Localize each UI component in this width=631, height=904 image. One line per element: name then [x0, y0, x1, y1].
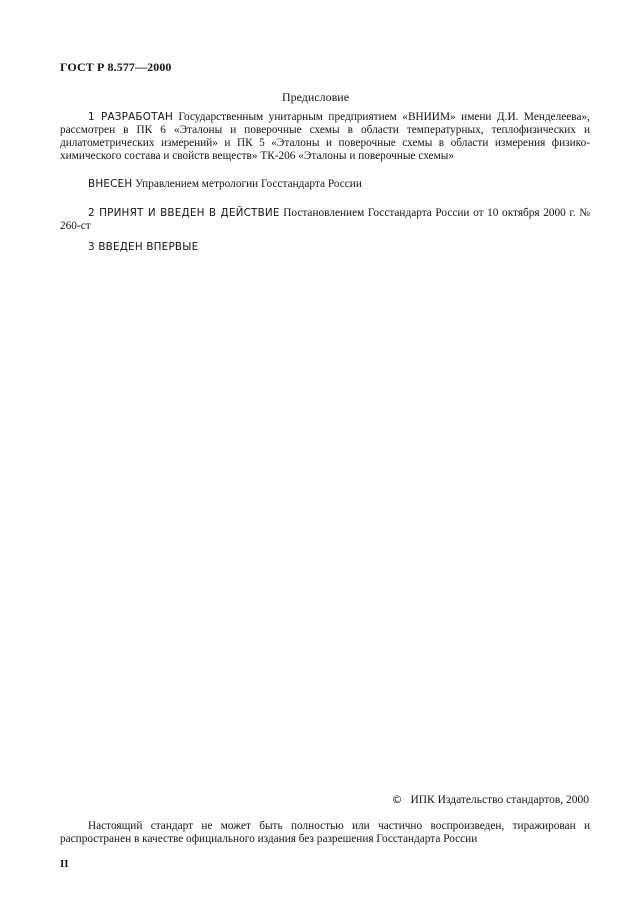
paragraph-developed-label: 1 РАЗРАБОТАН — [88, 111, 173, 123]
copyright-line — [391, 793, 589, 806]
standard-code: ГОСТ Р 8.577—2000 — [60, 60, 172, 74]
copyright-icon: © — [391, 793, 403, 806]
paragraph-adopted — [60, 207, 590, 233]
paragraph-adopted-text: Постановлением Госстандарта России от 10 октября 2000 г. № 260-ст — [60, 207, 590, 232]
copyright-text: ИПК Издательство стандартов, 2000 — [410, 794, 589, 806]
paragraph-first-introduced-label: 3 ВВЕДЕН ВПЕРВЫЕ — [88, 241, 199, 253]
paragraph-introduced-label: ВНЕСЕН — [88, 178, 133, 190]
paragraph-adopted-label: 2 ПРИНЯТ И ВВЕДЕН В ДЕЙСТВИЕ — [88, 207, 280, 219]
paragraph-introduced — [60, 178, 590, 191]
reproduction-notice: Настоящий стандарт не может быть полностью или частично воспроизведен, тиражирован и распространен в качестве официального издания без разрешения Госстандарта России — [60, 820, 590, 845]
paragraph-developed-text: Государственным унитарным предприятием «ВНИИМ» имени Д.И. Менделеева», рассмотрен в ПК 6 «Эталоны и поверочные схемы в области температурных, теплофизических и дилатометрических измерений» и ПК 5 «Эталоны и поверочные схемы в области измерения физико-химического состава и свойств веществ» ТК-206 «Эталоны и поверочные схемы» — [60, 111, 590, 162]
paragraph-introduced-text: Управлением метрологии Госстандарта России — [132, 178, 362, 190]
section-title: Предисловие — [281, 90, 350, 104]
paragraph-developed — [60, 111, 590, 163]
paragraph-first-introduced — [60, 241, 590, 254]
page-number: II — [60, 858, 69, 870]
